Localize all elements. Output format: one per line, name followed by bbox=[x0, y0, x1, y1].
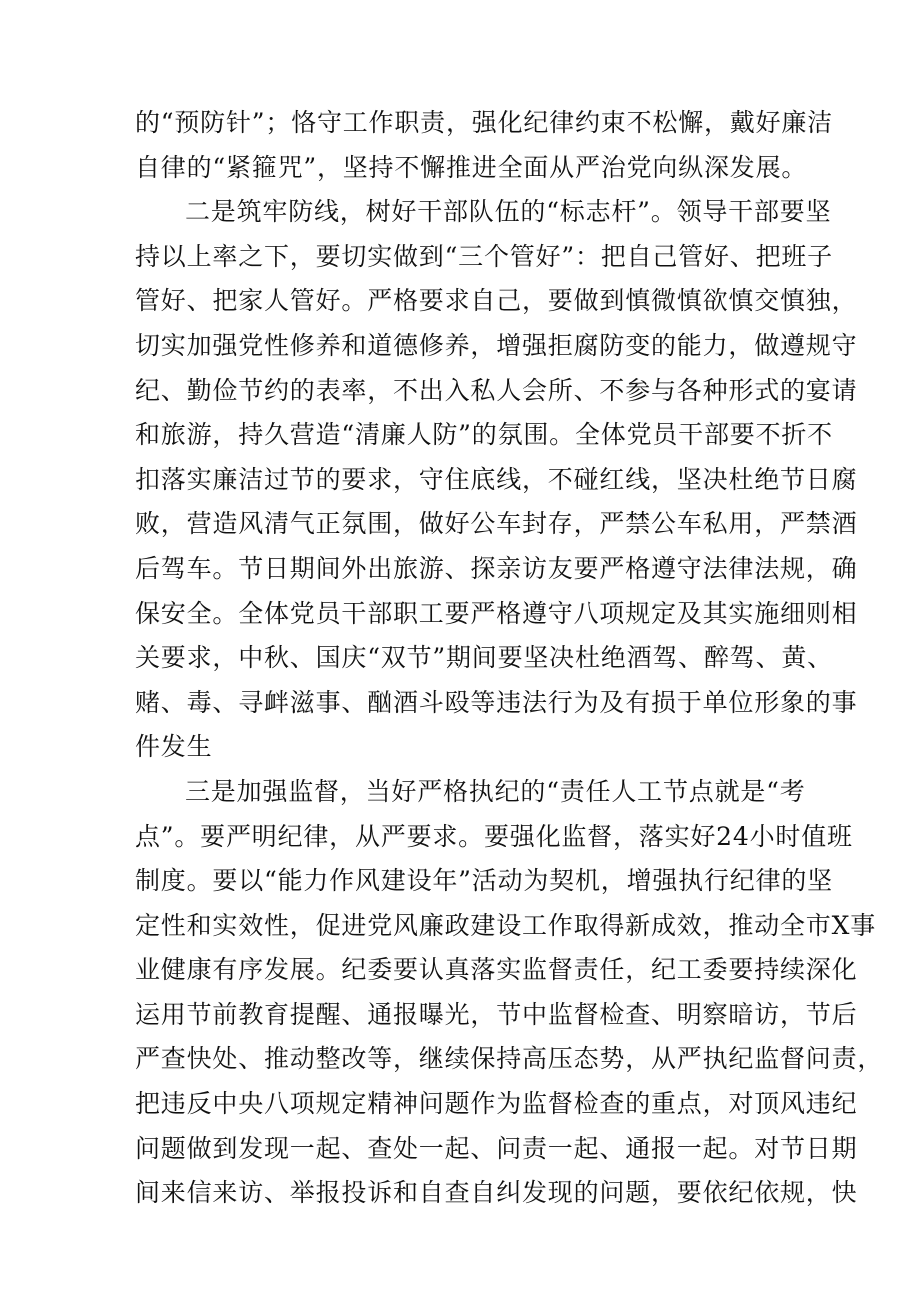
text-line: 纪、勤俭节约的表率，不出入私人会所、不参与各种形式的宴请 bbox=[135, 375, 858, 405]
text-line: 保安全。全体党员干部职工要严格遵守八项规定及其实施细则相 bbox=[135, 598, 858, 628]
text-line: 定性和实效性，促进党风廉政建设工作取得新成效，推动全市X事 bbox=[135, 910, 877, 940]
text-line: 扣落实廉洁过节的要求，守住底线，不碰红线，坚决杜绝节日腐 bbox=[135, 464, 858, 494]
text-line: 点”。要严明纪律，从严要求。要强化监督，落实好24小时值班 bbox=[135, 821, 853, 851]
text-line: 问题做到发现一起、查处一起、问责一起、通报一起。对节日期 bbox=[135, 1133, 858, 1163]
text-line: 制度。要以“能力作风建设年”活动为契机，增强执行纪律的坚 bbox=[135, 866, 833, 896]
text-line: 败，营造风清气正氛围，做好公车封存，严禁公车私用，严禁酒 bbox=[135, 509, 858, 539]
document-body bbox=[135, 101, 884, 1216]
text-line: 运用节前教育提醒、通报曝光，节中监督检查、明察暗访，节后 bbox=[135, 999, 858, 1029]
text-line: 件发生 bbox=[135, 732, 213, 762]
text-line: 自律的“紧箍咒”，坚持不懈推进全面从严治党向纵深发展。 bbox=[135, 152, 808, 182]
text-line: 管好、把家人管好。严格要求自己，要做到慎微慎欲慎交慎独， bbox=[135, 286, 858, 316]
paragraph-2 bbox=[135, 190, 858, 770]
text-line: 赌、毒、寻衅滋事、酗酒斗殴等违法行为及有损于单位形象的事 bbox=[135, 687, 858, 717]
text-line: 关要求，中秋、国庆“双节”期间要坚决杜绝酒驾、醉驾、黄、 bbox=[135, 643, 833, 673]
text-line: 把违反中央八项规定精神问题作为监督检查的重点，对顶风违纪 bbox=[135, 1089, 858, 1119]
text-line: 严查快处、推动整改等，继续保持高压态势，从严执纪监督问责， bbox=[135, 1044, 884, 1074]
text-line: 的“预防针”；恪守工作职责，强化纪律约束不松懈，戴好廉洁 bbox=[135, 108, 833, 137]
text-line: 持以上率之下，要切实做到“三个管好”：把自己管好、把班子 bbox=[135, 241, 833, 271]
text-line: 三是加强监督，当好严格执纪的“责任人工节点就是“考 bbox=[185, 776, 806, 806]
text-line: 后驾车。节日期间外出旅游、探亲访友要严格遵守法律法规，确 bbox=[135, 553, 858, 583]
text-line: 二是筑牢防线，树好干部队伍的“标志杆”。领导干部要坚 bbox=[185, 197, 832, 227]
paragraph-3 bbox=[135, 770, 884, 1216]
text-line: 间来信来访、举报投诉和自查自纠发现的问题，要依纪依规，快 bbox=[135, 1178, 858, 1208]
text-line: 切实加强党性修养和道德修养，增强拒腐防变的能力，做遵规守 bbox=[135, 330, 858, 360]
text-line: 和旅游，持久营造“清廉人防”的氛围。全体党员干部要不折不 bbox=[135, 420, 833, 450]
paragraph-1 bbox=[135, 101, 833, 190]
text-line: 业健康有序发展。纪委要认真落实监督责任，纪工委要持续深化 bbox=[135, 955, 858, 985]
